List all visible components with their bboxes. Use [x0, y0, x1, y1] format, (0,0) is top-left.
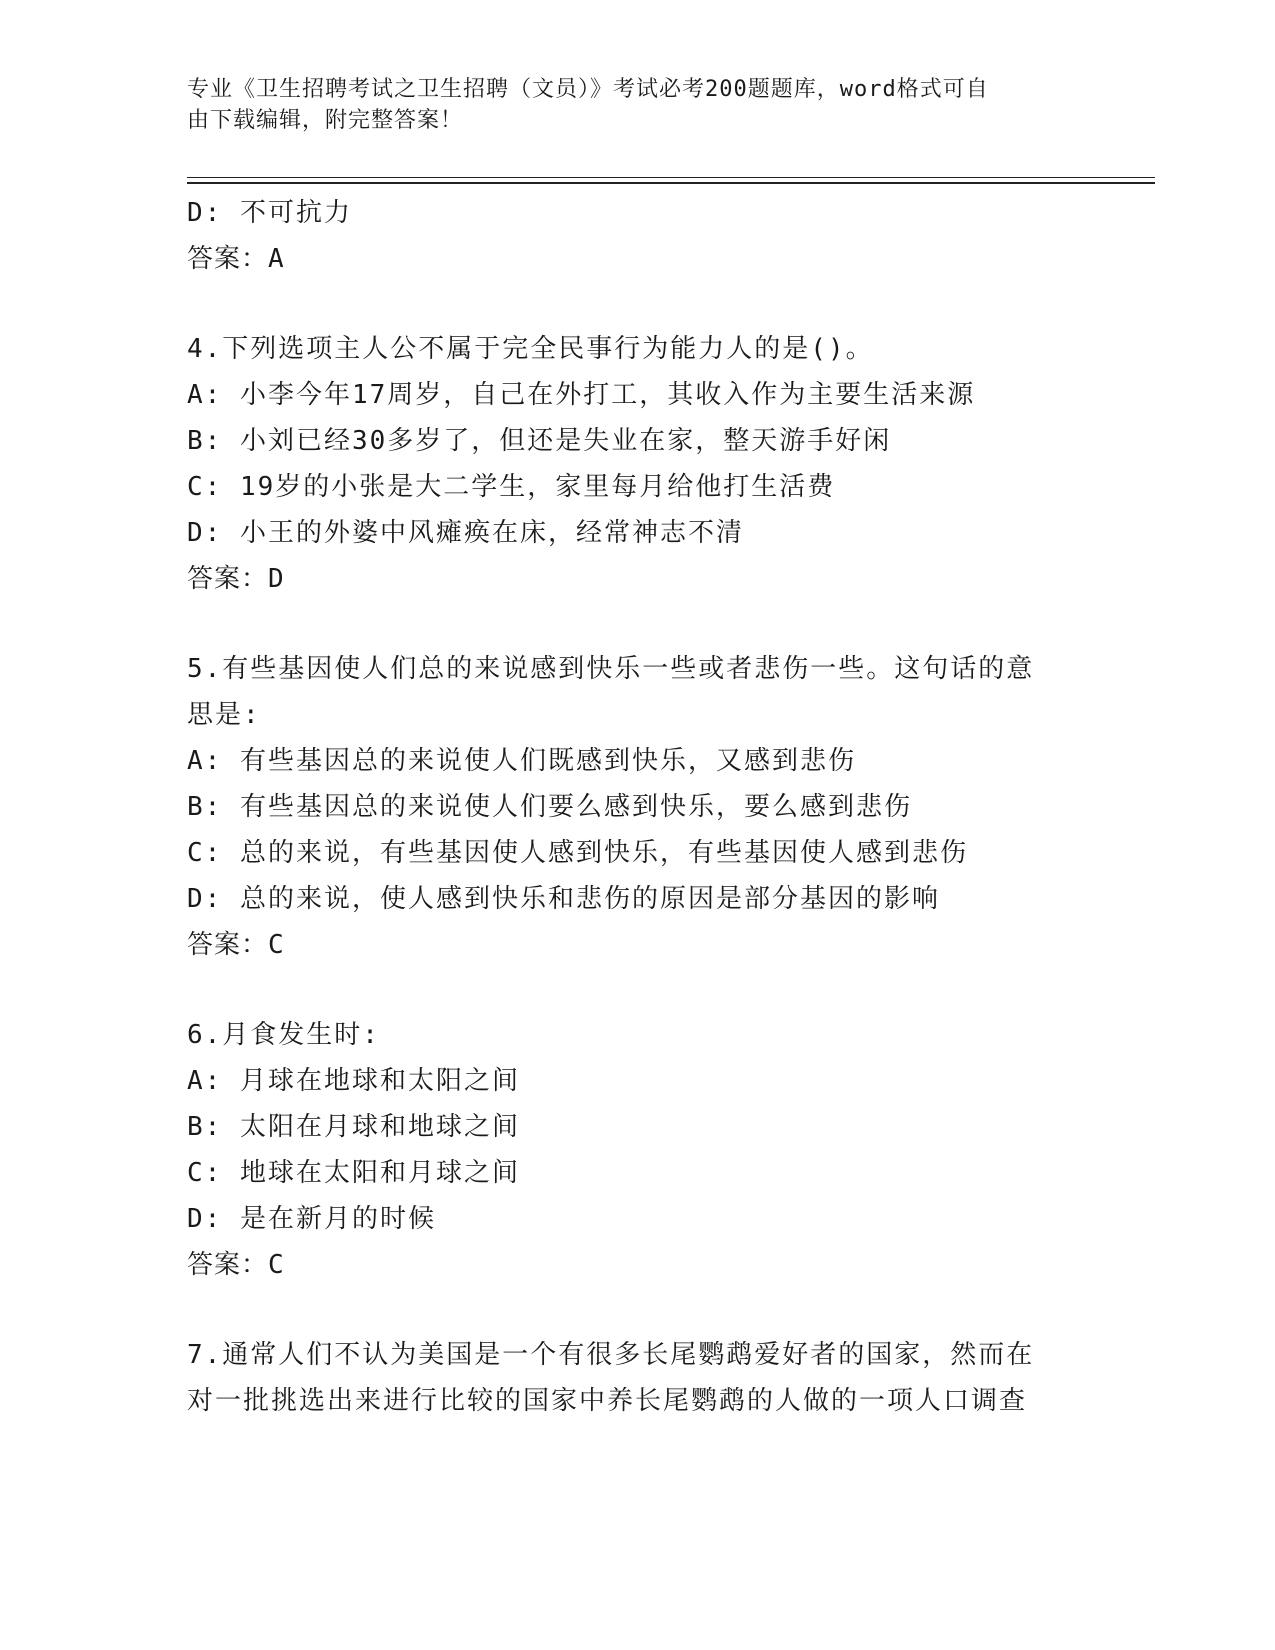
question-6	[187, 1012, 1087, 1288]
question-3-tail	[187, 190, 1087, 282]
option-a: A: 小李今年17周岁，自己在外打工，其收入作为主要生活来源	[187, 380, 976, 410]
option-d: D: 小王的外婆中风瘫痪在床，经常神志不清	[187, 518, 744, 548]
option-a: A: 有些基因总的来说使人们既感到快乐，又感到悲伤	[187, 746, 856, 776]
header-line-1: 专业《卫生招聘考试之卫生招聘（文员）》考试必考200题题库，word格式可自	[187, 77, 989, 102]
question-stem-line-2: 思是:	[187, 700, 261, 730]
option-d: D: 是在新月的时候	[187, 1204, 436, 1234]
option-b: B: 有些基因总的来说使人们要么感到快乐，要么感到悲伤	[187, 792, 912, 822]
option-b: B: 太阳在月球和地球之间	[187, 1112, 520, 1142]
document-header	[187, 74, 1067, 136]
question-stem-line-2: 对一批挑选出来进行比较的国家中养长尾鹦鹉的人做的一项人口调查	[187, 1386, 1028, 1416]
question-stem: 4.下列选项主人公不属于完全民事行为能力人的是()。	[187, 334, 874, 364]
question-list	[187, 190, 1087, 1424]
answer: 答案：D	[187, 564, 285, 594]
answer: 答案：A	[187, 244, 285, 274]
option-d: D: 总的来说，使人感到快乐和悲伤的原因是部分基因的影响	[187, 884, 940, 914]
option-c: C: 总的来说，有些基因使人感到快乐，有些基因使人感到悲伤	[187, 838, 968, 868]
option-c: C: 19岁的小张是大二学生，家里每月给他打生活费	[187, 472, 836, 502]
question-stem-line-1: 7.通常人们不认为美国是一个有很多长尾鹦鹉爱好者的国家，然而在	[187, 1340, 1035, 1370]
option-a: A: 月球在地球和太阳之间	[187, 1066, 520, 1096]
option-d: D: 不可抗力	[187, 198, 352, 228]
question-7	[187, 1332, 1087, 1424]
question-4	[187, 326, 1087, 602]
question-stem: 6.月食发生时:	[187, 1020, 380, 1050]
question-stem-line-1: 5.有些基因使人们总的来说感到快乐一些或者悲伤一些。这句话的意	[187, 654, 1035, 684]
header-divider	[187, 177, 1155, 183]
header-line-2: 由下载编辑，附完整答案！	[187, 108, 464, 133]
answer: 答案：C	[187, 930, 285, 960]
answer: 答案：C	[187, 1250, 285, 1280]
option-b: B: 小刘已经30多岁了，但还是失业在家，整天游手好闲	[187, 426, 892, 456]
question-5	[187, 646, 1087, 968]
option-c: C: 地球在太阳和月球之间	[187, 1158, 520, 1188]
